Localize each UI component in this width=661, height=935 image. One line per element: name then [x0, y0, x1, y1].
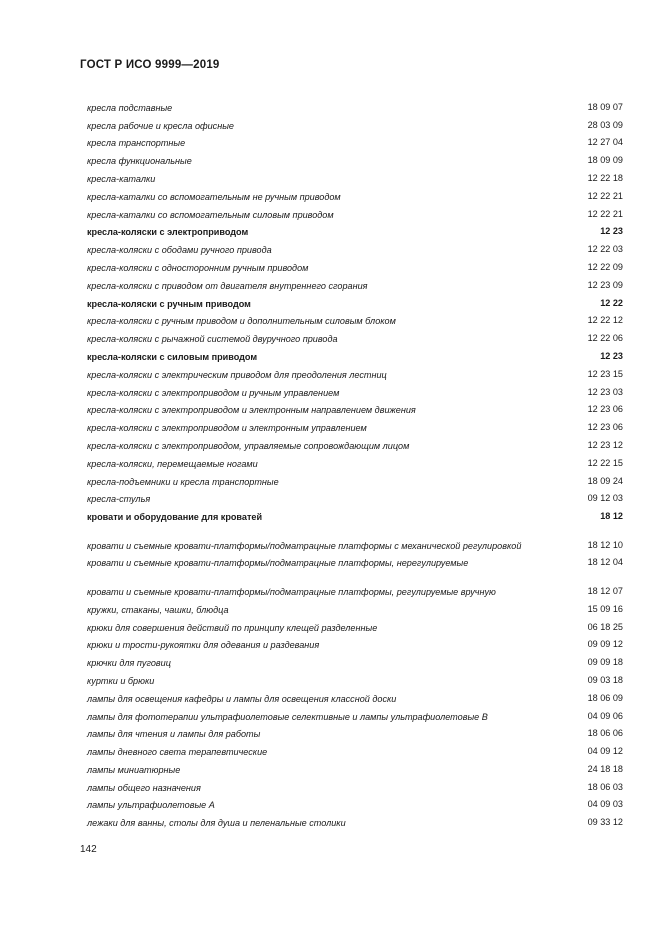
index-entry: [87, 470, 623, 488]
entry-code: 12 23 12: [587, 439, 623, 450]
entry-term: лежаки для ванны, столы для душа и пеленальные столики: [87, 818, 346, 829]
index-entry: [87, 256, 623, 274]
entry-term: кресла транспортные: [87, 138, 186, 149]
index-entry: [87, 310, 623, 328]
entry-code: 09 09 18: [587, 657, 623, 668]
index-entry: [87, 345, 623, 363]
index-entry: [87, 569, 623, 598]
entry-term: лампы общего назначения: [87, 782, 201, 793]
entry-code: 12 27 04: [587, 137, 623, 148]
entry-term: кресла-стулья: [87, 494, 151, 505]
entry-code: 04 09 06: [587, 710, 623, 721]
index-entry: [87, 634, 623, 652]
page-number: 142: [80, 844, 97, 855]
entry-code: 12 22 06: [587, 333, 623, 344]
index-entry: [87, 96, 623, 114]
entry-term: лампы для фототерапии ультрафиолетовые селективные и лампы ультрафиолетовые B: [87, 711, 488, 722]
entry-term: кресла-коляски с силовым приводом: [87, 351, 258, 362]
entry-code: 12 23 15: [587, 368, 623, 379]
index-entry: [87, 203, 623, 221]
entry-term: кресла-коляски с односторонним ручным приводом: [87, 262, 309, 273]
index-entry: [87, 669, 623, 687]
document-header: ГОСТ Р ИСО 9999—2019: [80, 59, 220, 71]
index-entry: [87, 274, 623, 292]
entry-code: 28 03 09: [587, 119, 623, 130]
index-entry: [87, 811, 623, 829]
entry-code: 12 23: [600, 226, 623, 237]
index-entry: [87, 758, 623, 776]
index-entry: [87, 132, 623, 150]
entry-term: кровати и съемные кровати-платформы/подматрацные платформы, регулируемые вручную: [87, 586, 496, 597]
entry-term: кресла-коляски с ручным приводом: [87, 298, 251, 309]
entry-code: 18 12 04: [587, 557, 623, 568]
entry-code: 12 22 18: [587, 172, 623, 183]
entry-code: 18 06 06: [587, 728, 623, 739]
entry-term: кресла функциональные: [87, 156, 192, 167]
entry-term: кровати и съемные кровати-платформы/подматрацные платформы с механической регулировкой: [87, 540, 522, 551]
entry-term: кресла-коляски с электрическим приводом для преодоления лестниц: [87, 369, 387, 380]
entry-code: 09 09 12: [587, 639, 623, 650]
index-entry: [87, 776, 623, 794]
entry-code: 12 22 21: [587, 208, 623, 219]
entry-code: 12 23 09: [587, 279, 623, 290]
index-entry: [87, 505, 623, 523]
entry-code: 18 09 09: [587, 155, 623, 166]
entry-term: кресла-коляски, перемещаемые ногами: [87, 458, 258, 469]
entry-code: 04 09 12: [587, 746, 623, 757]
entry-code: 12 22: [600, 297, 623, 308]
entry-term: крюки и трости-рукоятки для одевания и раздевания: [87, 640, 320, 651]
index-entry: [87, 598, 623, 616]
entry-code: 09 33 12: [587, 817, 623, 828]
index-entry: [87, 452, 623, 470]
entry-code: 18 12 10: [587, 539, 623, 550]
entry-code: 18 09 24: [587, 475, 623, 486]
index-entry: [87, 381, 623, 399]
entry-code: 12 22 03: [587, 244, 623, 255]
index-entry: [87, 416, 623, 434]
index-entry: [87, 238, 623, 256]
index-entry: [87, 687, 623, 705]
index-entry: [87, 434, 623, 452]
index-entry: [87, 399, 623, 417]
index-entry: [87, 651, 623, 669]
entry-term: кресла-каталки со вспомогательным не ручным приводом: [87, 191, 341, 202]
entry-term: кресла-каталки со вспомогательным силовым приводом: [87, 209, 334, 220]
index-entry: [87, 705, 623, 723]
entry-code: 12 23 03: [587, 386, 623, 397]
entry-code: 09 03 18: [587, 674, 623, 685]
index-entry: [87, 292, 623, 310]
entry-code: 12 22 15: [587, 457, 623, 468]
entry-code: 12 23 06: [587, 422, 623, 433]
index-entry: [87, 363, 623, 381]
index-entry: [87, 552, 623, 570]
entry-term: лампы миниатюрные: [87, 764, 181, 775]
entry-code: 18 12 07: [587, 585, 623, 596]
entry-code: 12 22 12: [587, 315, 623, 326]
index-entry: [87, 616, 623, 634]
entry-code: 12 22 21: [587, 190, 623, 201]
entry-code: 18 09 07: [587, 101, 623, 112]
entry-term: кресла-коляски с электроприводом и электронным управлением: [87, 423, 367, 434]
entry-term: кружки, стаканы, чашки, блюдца: [87, 604, 229, 615]
entry-code: 04 09 03: [587, 799, 623, 810]
entry-term: лампы для чтения и лампы для работы: [87, 729, 261, 740]
entry-term: кресла-коляски с электроприводом: [87, 227, 249, 238]
entry-term: кресла подставные: [87, 102, 173, 113]
index-entry: [87, 723, 623, 741]
index-entry: [87, 114, 623, 132]
entry-term: крюки для совершения действий по принципу клещей разделенные: [87, 622, 378, 633]
index-entry: [87, 488, 623, 506]
entry-term: кровати и оборудование для кроватей: [87, 512, 263, 523]
entry-code: 12 23 06: [587, 404, 623, 415]
entry-code: 09 12 03: [587, 493, 623, 504]
entry-term: кресла-коляски с электроприводом, управляемые сопровождающим лицом: [87, 440, 410, 451]
entry-term: лампы ультрафиолетовые A: [87, 800, 215, 811]
entry-code: 24 18 18: [587, 763, 623, 774]
index-list: [87, 96, 623, 829]
entry-term: кресла рабочие и кресла офисные: [87, 120, 234, 131]
entry-code: 06 18 25: [587, 621, 623, 632]
entry-code: 18 06 03: [587, 781, 623, 792]
entry-term: кресла-коляски с ручным приводом и дополнительным силовым блоком: [87, 316, 396, 327]
entry-term: куртки и брюки: [87, 675, 155, 686]
entry-code: 12 23: [600, 350, 623, 361]
index-entry: [87, 221, 623, 239]
entry-code: 18 06 09: [587, 692, 623, 703]
entry-term: лампы для освещения кафедры и лампы для освещения классной доски: [87, 693, 397, 704]
index-entry: [87, 149, 623, 167]
entry-code: 18 12: [600, 511, 623, 522]
index-entry: [87, 167, 623, 185]
index-entry: [87, 185, 623, 203]
entry-term: кресла-коляски с рычажной системой двуручного привода: [87, 334, 338, 345]
entry-term: кресла-коляски с электроприводом и ручным управлением: [87, 387, 340, 398]
index-entry: [87, 794, 623, 812]
entry-term: кровати и съемные кровати-платформы/подматрацные платформы, нерегулируемые: [87, 558, 469, 569]
index-entry: [87, 740, 623, 758]
entry-term: крючки для пуговиц: [87, 658, 171, 669]
entry-term: кресла-коляски с приводом от двигателя внутреннего сгорания: [87, 280, 368, 291]
entry-term: лампы дневного света терапевтические: [87, 747, 268, 758]
index-entry: [87, 327, 623, 345]
entry-term: кресла-каталки: [87, 173, 156, 184]
entry-code: 12 22 09: [587, 261, 623, 272]
entry-code: 15 09 16: [587, 603, 623, 614]
entry-term: кресла-коляски с ободами ручного привода: [87, 245, 272, 256]
entry-term: кресла-подъемники и кресла транспортные: [87, 476, 279, 487]
entry-term: кресла-коляски с электроприводом и электронным направлением движения: [87, 405, 416, 416]
index-entry: [87, 523, 623, 552]
